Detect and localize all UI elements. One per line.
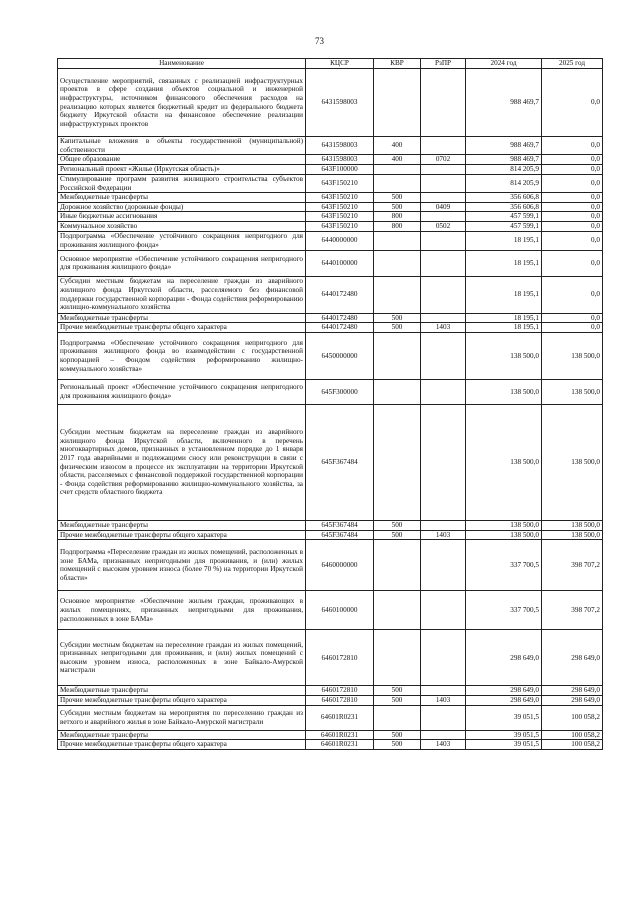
cell-kvr — [374, 380, 421, 405]
cell-2025: 0,0 — [542, 174, 603, 192]
table-row — [58, 276, 603, 313]
table-row — [58, 521, 603, 531]
cell-kvr — [374, 705, 421, 730]
cell-rzpr — [421, 212, 466, 222]
table-row — [58, 705, 603, 730]
cell-rzpr: 1403 — [421, 530, 466, 540]
cell-name: Межбюджетные трансферты — [58, 193, 306, 203]
cell-kcsr: 64601R0231 — [306, 705, 374, 730]
cell-rzpr: 1403 — [421, 740, 466, 750]
table-row — [58, 155, 603, 165]
cell-2024: 356 606,8 — [466, 202, 542, 212]
table-row — [58, 730, 603, 740]
table-row — [58, 313, 603, 323]
table-row — [58, 222, 603, 232]
table-row — [58, 250, 603, 276]
table-row — [58, 380, 603, 405]
cell-name: Осуществление мероприятий, связанных с реализацией инфраструктурных проектов в сфере создания объектов социальной и инженерной инфраструктуры, источником финансового обеспечения расходов на реализацию которых является бюджетный кредит из федерального бюджета бюджету Иркутской области на финансовое обеспечение реализации инфраструктурных проектов — [58, 69, 306, 137]
cell-kvr: 400 — [374, 155, 421, 165]
cell-kvr: 800 — [374, 222, 421, 232]
cell-kvr: 500 — [374, 740, 421, 750]
cell-2024: 356 606,8 — [466, 193, 542, 203]
cell-name: Общее образование — [58, 155, 306, 165]
cell-rzpr: 1403 — [421, 323, 466, 333]
cell-kcsr: 645F367484 — [306, 405, 374, 521]
cell-kvr — [374, 630, 421, 686]
cell-name: Региональный проект «Обеспечение устойчивого сокращения непригодного для проживания жилищного фонда» — [58, 380, 306, 405]
cell-2025: 138 500,0 — [542, 530, 603, 540]
cell-2025: 298 649,0 — [542, 630, 603, 686]
cell-2025: 298 649,0 — [542, 695, 603, 705]
cell-2025: 138 500,0 — [542, 521, 603, 531]
cell-name: Прочие межбюджетные трансферты общего характера — [58, 740, 306, 750]
cell-2025: 0,0 — [542, 276, 603, 313]
cell-2025: 138 500,0 — [542, 405, 603, 521]
cell-rzpr — [421, 540, 466, 591]
table-row — [58, 530, 603, 540]
cell-rzpr — [421, 333, 466, 380]
cell-2024: 18 195,1 — [466, 313, 542, 323]
cell-name: Коммунальное хозяйство — [58, 222, 306, 232]
cell-2025: 298 649,0 — [542, 686, 603, 696]
cell-name: Межбюджетные трансферты — [58, 313, 306, 323]
table-row — [58, 137, 603, 155]
header-kvr: КВР — [374, 59, 421, 69]
cell-2024: 337 700,5 — [466, 540, 542, 591]
cell-kvr: 500 — [374, 730, 421, 740]
cell-2025: 398 707,2 — [542, 540, 603, 591]
cell-kvr — [374, 591, 421, 630]
header-2024: 2024 год — [466, 59, 542, 69]
cell-rzpr — [421, 686, 466, 696]
cell-2024: 138 500,0 — [466, 333, 542, 380]
cell-kvr: 500 — [374, 202, 421, 212]
cell-2024: 337 700,5 — [466, 591, 542, 630]
cell-kcsr: 643F150210 — [306, 202, 374, 212]
cell-rzpr — [421, 313, 466, 323]
cell-kcsr: 6431598003 — [306, 69, 374, 137]
cell-rzpr — [421, 705, 466, 730]
cell-2024: 988 469,7 — [466, 69, 542, 137]
cell-rzpr — [421, 521, 466, 531]
cell-kcsr: 6460172810 — [306, 695, 374, 705]
cell-2025: 0,0 — [542, 69, 603, 137]
cell-kcsr: 64601R0231 — [306, 740, 374, 750]
cell-name: Прочие межбюджетные трансферты общего характера — [58, 530, 306, 540]
cell-2024: 457 599,1 — [466, 222, 542, 232]
page-number: 73 — [315, 36, 324, 46]
cell-2025: 0,0 — [542, 231, 603, 250]
table-row — [58, 540, 603, 591]
cell-rzpr — [421, 405, 466, 521]
cell-kvr: 500 — [374, 521, 421, 531]
cell-kvr: 500 — [374, 193, 421, 203]
table-row — [58, 165, 603, 175]
cell-2025: 0,0 — [542, 313, 603, 323]
cell-kcsr: 643F150210 — [306, 174, 374, 192]
cell-rzpr — [421, 591, 466, 630]
cell-rzpr — [421, 193, 466, 203]
header-2025: 2025 год — [542, 59, 603, 69]
cell-kcsr: 6440000000 — [306, 231, 374, 250]
cell-rzpr — [421, 69, 466, 137]
cell-name: Региональный проект «Жилье (Иркутская область)» — [58, 165, 306, 175]
table-row — [58, 695, 603, 705]
header-rzpr: РзПР — [421, 59, 466, 69]
cell-2025: 100 058,2 — [542, 740, 603, 750]
header-kcsr: КЦСР — [306, 59, 374, 69]
cell-2024: 298 649,0 — [466, 630, 542, 686]
cell-rzpr: 1403 — [421, 695, 466, 705]
cell-name: Иные бюджетные ассигнования — [58, 212, 306, 222]
table-row — [58, 174, 603, 192]
table-row — [58, 231, 603, 250]
cell-kvr: 500 — [374, 323, 421, 333]
cell-name: Капитальные вложения в объекты государственной (муниципальной) собственности — [58, 137, 306, 155]
cell-2025: 0,0 — [542, 155, 603, 165]
cell-rzpr — [421, 174, 466, 192]
cell-name: Субсидии местным бюджетам на переселение граждан из аварийного жилищного фонда Иркутской области, включенного в перечень многоквартирных домов, признанных в установленном порядке до 1 января 2017 года аварийными и подлежащими сносу или реконструкции в связи с физическим износом в процессе их эксплуатации на территории Иркутской области, расселяемых с финансовой поддержкой государственной корпорации - Фонда содействия реформированию жилищно-коммунального хозяйства, за счет средств областного бюджета — [58, 405, 306, 521]
cell-2025: 0,0 — [542, 212, 603, 222]
cell-kcsr: 6440172480 — [306, 276, 374, 313]
table-body — [58, 69, 603, 750]
cell-name: Подпрограмма «Обеспечение устойчивого сокращения непригодного для проживания жилищного фонда» — [58, 231, 306, 250]
cell-kcsr: 6440100000 — [306, 250, 374, 276]
cell-2024: 138 500,0 — [466, 530, 542, 540]
table-row — [58, 193, 603, 203]
cell-kcsr: 643F150210 — [306, 222, 374, 232]
cell-2025: 0,0 — [542, 202, 603, 212]
cell-name: Межбюджетные трансферты — [58, 521, 306, 531]
cell-rzpr: 0502 — [421, 222, 466, 232]
table-row — [58, 202, 603, 212]
cell-2025: 398 707,2 — [542, 591, 603, 630]
cell-2024: 988 469,7 — [466, 155, 542, 165]
cell-2025: 0,0 — [542, 193, 603, 203]
cell-kcsr: 643F150210 — [306, 212, 374, 222]
cell-name: Стимулирование программ развития жилищного строительства субъектов Российской Федерации — [58, 174, 306, 192]
cell-rzpr — [421, 137, 466, 155]
cell-2024: 18 195,1 — [466, 250, 542, 276]
table-row — [58, 686, 603, 696]
cell-kcsr: 645F367484 — [306, 530, 374, 540]
cell-kcsr: 645F300000 — [306, 380, 374, 405]
cell-rzpr — [421, 380, 466, 405]
cell-kvr: 800 — [374, 212, 421, 222]
cell-name: Субсидии местным бюджетам на переселение граждан из аварийного жилищного фонда Иркутской области, расселяемого без финансовой поддержки государственной корпорации - Фонда содействия реформированию жилищно-коммунального хозяйства — [58, 276, 306, 313]
cell-name: Подпрограмма «Обеспечение устойчивого сокращения непригодного для проживания жилищного фонда во взаимодействии с государственной корпорацией – Фондом содействия реформированию жилищно-коммунального хозяйства» — [58, 333, 306, 380]
cell-2025: 0,0 — [542, 323, 603, 333]
header-name: Наименование — [58, 59, 306, 69]
cell-2025: 0,0 — [542, 165, 603, 175]
cell-2025: 0,0 — [542, 137, 603, 155]
cell-name: Субсидии местным бюджетам на мероприятия по переселению граждан из ветхого и аварийного жилья в зоне Байкало-Амурской магистрали — [58, 705, 306, 730]
cell-rzpr — [421, 276, 466, 313]
cell-2024: 814 205,9 — [466, 174, 542, 192]
cell-kvr: 500 — [374, 686, 421, 696]
table-row — [58, 69, 603, 137]
cell-name: Основное мероприятие «Обеспечение устойчивого сокращения непригодного для проживания жилищного фонда» — [58, 250, 306, 276]
cell-kcsr: 6460172810 — [306, 686, 374, 696]
cell-rzpr — [421, 730, 466, 740]
table-row — [58, 740, 603, 750]
table-row — [58, 630, 603, 686]
cell-kcsr: 645F367484 — [306, 521, 374, 531]
cell-2025: 0,0 — [542, 250, 603, 276]
cell-2024: 18 195,1 — [466, 323, 542, 333]
cell-2024: 18 195,1 — [466, 231, 542, 250]
cell-kvr — [374, 174, 421, 192]
cell-kcsr: 6431598003 — [306, 155, 374, 165]
cell-2024: 39 051,5 — [466, 740, 542, 750]
cell-kvr — [374, 540, 421, 591]
table-row — [58, 591, 603, 630]
table-row — [58, 323, 603, 333]
cell-2025: 138 500,0 — [542, 333, 603, 380]
cell-2024: 138 500,0 — [466, 380, 542, 405]
cell-2025: 100 058,2 — [542, 730, 603, 740]
cell-2024: 298 649,0 — [466, 695, 542, 705]
cell-name: Прочие межбюджетные трансферты общего характера — [58, 695, 306, 705]
cell-kcsr: 6440172480 — [306, 313, 374, 323]
cell-rzpr — [421, 165, 466, 175]
cell-kcsr: 6460172810 — [306, 630, 374, 686]
cell-kcsr: 643F150210 — [306, 193, 374, 203]
cell-kvr: 400 — [374, 137, 421, 155]
cell-2024: 138 500,0 — [466, 521, 542, 531]
cell-2024: 988 469,7 — [466, 137, 542, 155]
cell-name: Субсидии местным бюджетам на переселение граждан из жилых помещений, признанных непригодными для проживания, и (или) жилых помещений с высоким уровнем износа, расположенных в зоне Байкало-Амурской магистрали — [58, 630, 306, 686]
cell-2024: 814 205,9 — [466, 165, 542, 175]
table-row — [58, 333, 603, 380]
cell-kcsr: 6431598003 — [306, 137, 374, 155]
cell-rzpr: 0409 — [421, 202, 466, 212]
cell-name: Дорожное хозяйство (дорожные фонды) — [58, 202, 306, 212]
budget-table — [57, 58, 603, 750]
cell-name: Основное мероприятие «Обеспечение жильем граждан, проживающих в жилых помещениях, признанных непригодными для проживания, расположенных в зоне БАМа» — [58, 591, 306, 630]
cell-kcsr: 64601R0231 — [306, 730, 374, 740]
cell-kvr — [374, 165, 421, 175]
cell-rzpr — [421, 630, 466, 686]
table-row — [58, 212, 603, 222]
cell-name: Межбюджетные трансферты — [58, 730, 306, 740]
cell-kvr — [374, 69, 421, 137]
cell-kcsr: 6460100000 — [306, 591, 374, 630]
cell-2025: 138 500,0 — [542, 380, 603, 405]
cell-2024: 298 649,0 — [466, 686, 542, 696]
cell-kcsr: 6440172480 — [306, 323, 374, 333]
cell-kcsr: 643F100000 — [306, 165, 374, 175]
cell-name: Подпрограмма «Переселение граждан из жилых помещений, расположенных в зоне БАМа, признанных непригодными для проживания, и (или) жилых помещений с высоким уровнем износа (более 70 %) на территории Иркутской области» — [58, 540, 306, 591]
cell-2024: 457 599,1 — [466, 212, 542, 222]
cell-kvr: 500 — [374, 530, 421, 540]
cell-rzpr — [421, 250, 466, 276]
cell-rzpr — [421, 231, 466, 250]
cell-kvr: 500 — [374, 695, 421, 705]
cell-rzpr: 0702 — [421, 155, 466, 165]
cell-kvr — [374, 405, 421, 521]
cell-name: Межбюджетные трансферты — [58, 686, 306, 696]
cell-kvr: 500 — [374, 313, 421, 323]
cell-kcsr: 6450000000 — [306, 333, 374, 380]
table-header-row — [58, 59, 603, 69]
cell-kvr — [374, 250, 421, 276]
table-row — [58, 405, 603, 521]
cell-kvr — [374, 276, 421, 313]
cell-2025: 100 058,2 — [542, 705, 603, 730]
cell-2024: 39 051,5 — [466, 705, 542, 730]
cell-kvr — [374, 231, 421, 250]
cell-2024: 18 195,1 — [466, 276, 542, 313]
cell-kcsr: 6460000000 — [306, 540, 374, 591]
cell-2024: 138 500,0 — [466, 405, 542, 521]
cell-2025: 0,0 — [542, 222, 603, 232]
cell-2024: 39 051,5 — [466, 730, 542, 740]
cell-kvr — [374, 333, 421, 380]
cell-name: Прочие межбюджетные трансферты общего характера — [58, 323, 306, 333]
